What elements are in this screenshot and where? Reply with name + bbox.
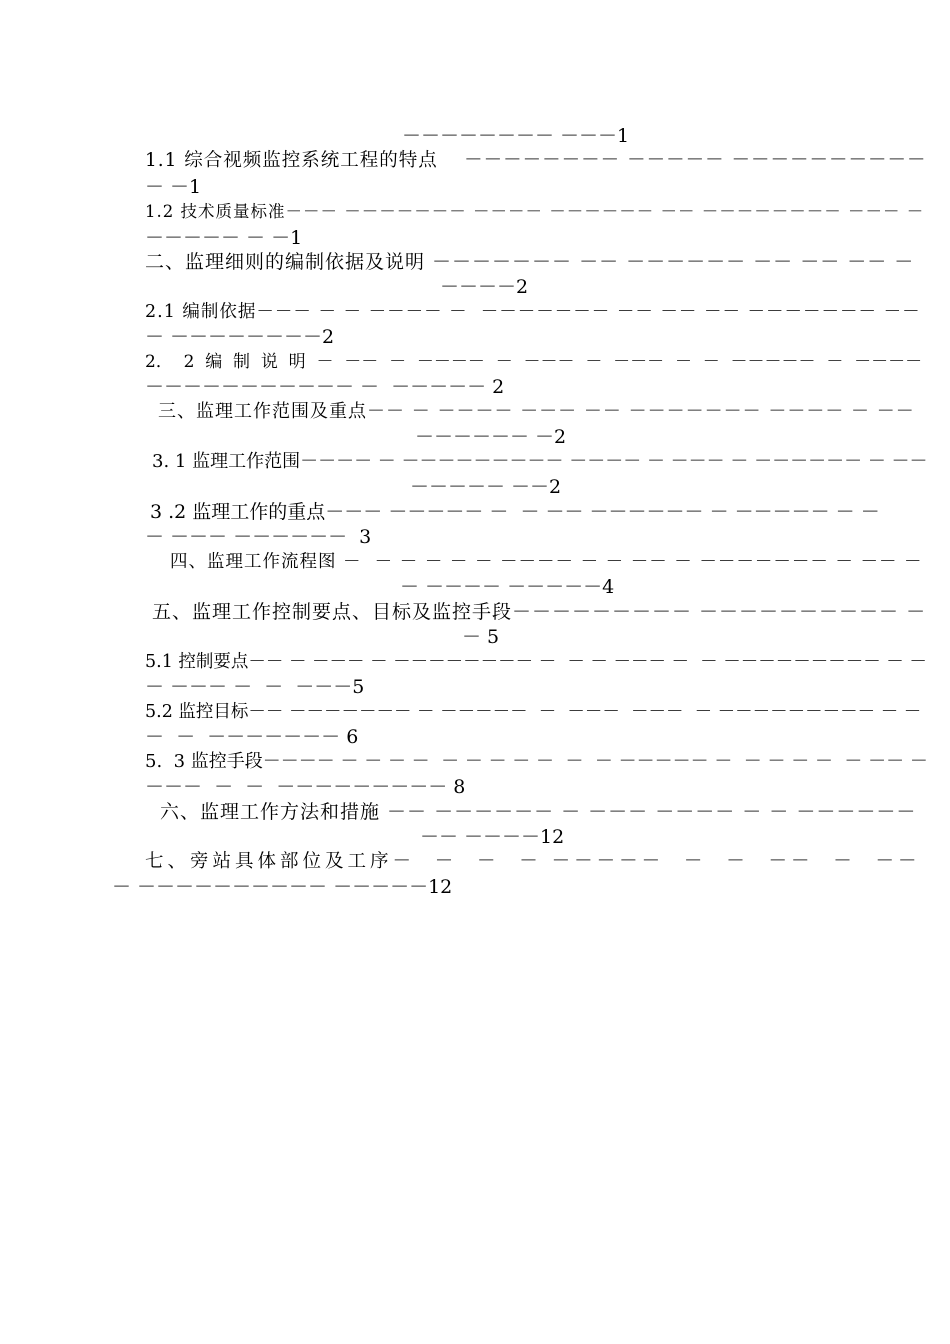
toc-line: －－－－－－ －2 [415, 426, 567, 448]
toc-entry-5[interactable]: 五、监理工作控制要点、目标及监控手段－－－－－－－－－ －－－－－－－－－－ － [152, 601, 927, 623]
toc-line: －－－－－－－－－－－ － －－－－－ 2 [145, 376, 505, 398]
toc-entry-7[interactable]: 七、旁站具体部位及工序－ － － － －－－－－ － － －－ － －－ [145, 851, 921, 872]
toc-entry-1-1[interactable]: 1.1 综合视频监控系统工程的特点 －－－－－－－－ －－－－－ －－－－－－－－－－ [145, 150, 927, 171]
toc-line: －－－－－ －－2 [410, 476, 562, 498]
toc-entry-3-1[interactable]: 3. 1 监理工作范围－－－－ － －－－－－－－－－ －－－－ － －－－ － －－－－－－ － －－ [152, 451, 928, 472]
toc-line: －－ －－－－12 [420, 826, 565, 848]
toc-line: － － －－－－－－－ 6 [145, 726, 359, 748]
toc-entry-3-2[interactable]: 3 .2 监理工作的重点－－－ －－－－－ － － －－ －－－－－－ － －－－－－ － － [150, 501, 880, 523]
toc-entry-2-1[interactable]: 2.1 编制依据－－－ － － －－－－ － －－－－－－－ －－ －－ －－ －－－－－－－ －－ [145, 302, 921, 322]
toc-entry-4[interactable]: 四、监理工作流程图 － － － － － － －－－－ － － －－ － －－－－－－－ － －－ － [170, 552, 923, 572]
toc-line: － －－－ －－－－－－ 3 [145, 526, 372, 548]
toc-entry-1-2[interactable]: 1.2 技术质量标准－－－ －－－－－－－ －－－－ －－－－－－ －－ －－－－－－－－ －－－ － [145, 202, 925, 221]
toc-entry-5-2[interactable]: 5.2 监控目标－－ －－－－－－－ － －－－－－ － －－－ －－－ － －－－－－－－－－ － － [145, 702, 922, 722]
toc-entry-6[interactable]: 六、监理工作方法和措施 －－ －－－－－－ － －－－ －－－－ － － －－－－－－ [160, 801, 917, 823]
toc-line: － 5 [462, 626, 500, 648]
toc-line: －－－－2 [440, 276, 529, 298]
toc-entry-2[interactable]: 二、监理细则的编制依据及说明 －－－－－－－ －－ －－－－－－ －－ －－ －－ － [145, 251, 915, 273]
toc-line: － －－－－ －－－－－4 [400, 576, 615, 598]
toc-entry-2-2[interactable]: 2． 2 编 制 说 明 － －－ － －－－－ － －－－ － －－－ － － －－－－－ － －－－－ [145, 352, 923, 372]
toc-line: －－－－－ － －1 [145, 227, 303, 249]
toc-line: － －－－－－－－－－－ －－－－－12 [112, 876, 453, 898]
toc-line: －－－ － － －－－－－－－－－ 8 [145, 776, 466, 798]
toc-entry-5-3[interactable]: 5. 3 监控手段－－－－ － － － － － － － － － － － －－－－－ － － － － － － －－ － [145, 751, 928, 772]
toc-entry-5-1[interactable]: 5.1 控制要点－－ － －－－ － －－－－－－－－ － － － －－－ － － －－－－－－－－－ － － [145, 652, 927, 672]
toc-line: －－－－－－－－ －－－1 [402, 125, 630, 147]
toc-line: － －1 [145, 176, 202, 198]
toc-line: － －－－－－－－－2 [145, 326, 335, 348]
toc-entry-3[interactable]: 三、监理工作范围及重点－－ － －－－－ －－－ －－ －－－－－－－ －－－－ － －－ [158, 401, 915, 422]
toc-line: － －－－ － － －－－5 [145, 676, 365, 698]
